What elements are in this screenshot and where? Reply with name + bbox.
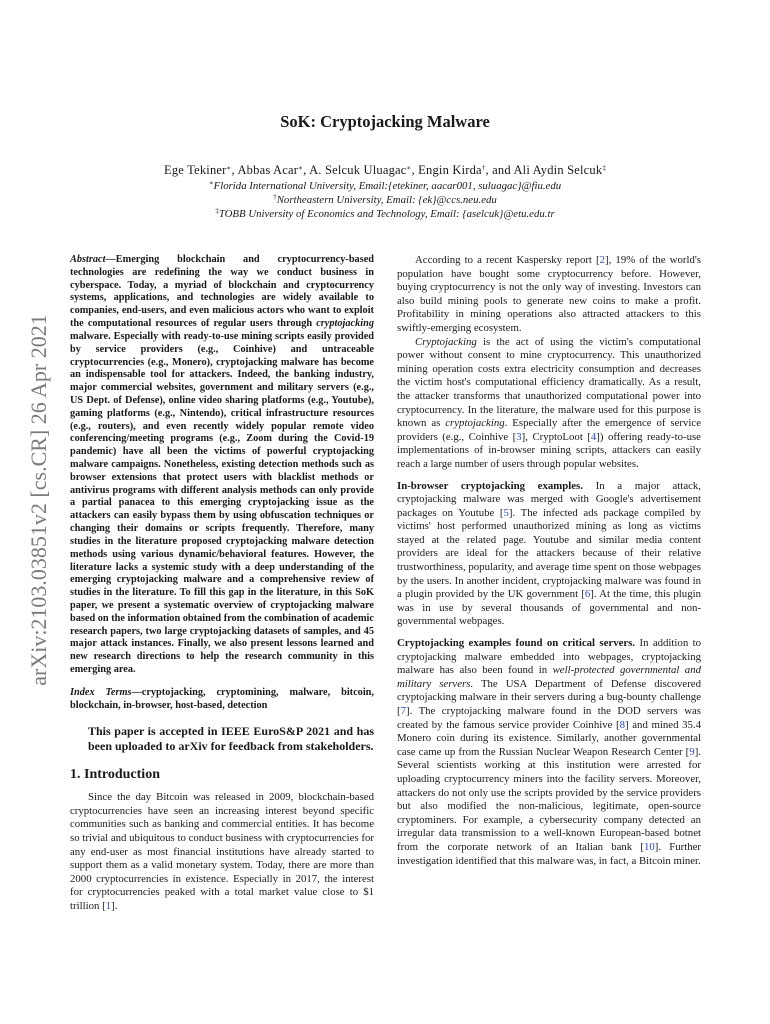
- affiliation-mark: †: [273, 193, 277, 201]
- affiliation: [0, 208, 770, 220]
- paper-title: SoK: Cryptojacking Malware: [280, 112, 490, 131]
- paragraph-text: ]. The cryptojacking malware found in the DOD servers was created by the famous service provider Coinhive [: [397, 705, 701, 731]
- paragraph-text: In a major attack, cryptojacking malware was merged with Google's advertisement packages on Youtube [: [397, 479, 701, 519]
- author-list: [0, 163, 770, 178]
- paragraph-text: . The USA Department of Defense discovered cryptojacking malware in their servers during a bug-bounty challenge [: [397, 677, 701, 717]
- emphasis: cryptojacking: [445, 417, 505, 430]
- author-name: A. Selcuk Uluagac: [309, 163, 407, 177]
- paragraph-text: ].: [111, 899, 118, 912]
- paragraph-heading: Cryptojacking examples found on critical servers.: [397, 637, 636, 650]
- arxiv-watermark: [22, 314, 56, 686]
- affiliation-mark: ∗: [298, 164, 304, 172]
- abstract: [70, 254, 374, 677]
- right-column: [397, 254, 701, 868]
- author-name: Engin Kirda: [418, 163, 482, 177]
- affiliation-mark: ∗: [226, 164, 232, 172]
- affiliation: [0, 194, 770, 206]
- citation-link[interactable]: 1: [105, 899, 112, 912]
- citation-link[interactable]: 10: [643, 840, 655, 853]
- affiliation-text: Northeastern University, Email: {ek}@ccs.neu.edu: [276, 194, 497, 206]
- paragraph-heading: In-browser cryptojacking examples.: [397, 479, 583, 492]
- paragraph-text: ]) offering ready-to-use implementations of in-browser mining scripts, attackers can easily reach a large number of users through popular websites.: [397, 430, 701, 470]
- citation-link[interactable]: 4: [590, 430, 597, 443]
- paragraph-text: ]. The infected ads package compiled by victims' host performed unauthorized mining as long as victims stayed at the related page. Youtube and similar media content providers are ideal for the attackers because of their relative trustworthiness, popularity, and average time spent on those webpages by the users. In another incident, cryptojacking malware was found in a plugin provided by the UK government [: [397, 506, 701, 601]
- emphasis: cryptojacking: [316, 318, 374, 330]
- paragraph-text: According to a recent Kaspersky report [: [415, 254, 600, 266]
- affiliation-mark: ∗: [208, 179, 214, 187]
- abstract-label: Abstract: [70, 254, 106, 265]
- separator: ,: [411, 163, 419, 177]
- emphasis: Cryptojacking: [415, 335, 477, 348]
- body-paragraph: [397, 254, 701, 336]
- affiliation-mark: ∗: [406, 164, 412, 172]
- affiliation-text: TOBB University of Economics and Technology, Email: {aselcuk}@etu.edu.tr: [218, 208, 555, 220]
- paragraph-text: ], CryptoLoot [: [521, 430, 591, 443]
- acceptance-note: This paper is accepted in IEEE EuroS&P 2021 and has been uploaded to arXiv for feedback from stakeholders.: [88, 724, 374, 753]
- separator: ,: [303, 163, 310, 177]
- body-paragraph: [397, 480, 701, 630]
- citation-link[interactable]: 3: [516, 430, 522, 443]
- index-terms-label: Index Terms: [70, 686, 132, 698]
- affiliation-mark: ‡: [602, 164, 607, 172]
- body-paragraph: [397, 637, 701, 868]
- author-name: Abbas Acar: [237, 163, 299, 177]
- paragraph-text: ]. Further investigation identified that this malware was, in fact, a Bitcoin miner.: [397, 840, 701, 867]
- emphasis: well-protected governmental and military servers: [397, 664, 702, 690]
- paragraph-text: Since the day Bitcoin was released in 2009, blockchain-based cryptocurrencies have seen an increasing interest beyond specific communities such as banking and commercial entities. It has become so trivial and ubiquitous to conduct business with cryptocurrencies for any end-user as most financial institutions have already started to support them as a valid monetary system. Today, there are more than 2000 cryptocurrencies in existence. Especially in 2017, the interest for cryptocurrencies peaked with a total market value close to $1 trillion [: [70, 791, 374, 912]
- abstract-text: malware. Especially with ready-to-use mining scripts easily provided by service providers (e.g., Coinhive) and untraceable cryptocurrencies (e.g., Monero), cryptojacking malware has become an indispensable tool for attackers. Indeed, the banking industry, major commercial websites, government and military servers (e.g., US Dept. of Defense), online video sharing platforms (e.g., Youtube), gaming platforms (e.g., Nintendo), critical infrastructure resources (e.g., routers), and even recently widely popular remote video conferencing/meeting programs (e.g., Zoom during the Covid-19 pandemic) have all been the victims of powerful cryptojacking malware campaigns. Nonetheless, existing detection methods such as browser extensions that protect users with blacklist methods or antivirus programs with different analysis methods can only provide a partial panacea to this emerging cryptojacking issue as the attackers can easily bypass them by using obfuscation techniques or changing their domains or scripts frequently. Therefore, many studies in the literature proposed cryptojacking malware detection methods using various dynamic/behavioral features. However, the literature lacks a systemic study with a deep understanding of the emerging cryptojacking malware and a comprehensive review of studies in the literature. To fill this gap in the literature, in this SoK paper, we present a systematic overview of cryptojacking malware based on the information obtained from the combination of academic research papers, two large cryptojacking datasets of samples, and 45 major attack instances. Finally, we also present lessons learned and new research directions to help the research community in this emerging area.: [70, 330, 374, 675]
- citation-link[interactable]: 6: [584, 588, 591, 601]
- paragraph-text: In addition to cryptojacking malware embedded into webpages, cryptojacking malware has also been found in: [397, 637, 701, 677]
- citation-link[interactable]: 8: [619, 718, 626, 731]
- index-terms-text: —cryptojacking, cryptomining, malware, bitcoin, blockchain, in-browser, host-based, detection: [70, 686, 374, 711]
- author-name: Ali Aydin Selcuk: [513, 163, 603, 177]
- paragraph-text: ], 19% of the world's population have bought some cryptocurrency before. However, buying cryptocurrency is not the only way of investing. Investors can also build mining pools to generate new coins to make a profit. Profitability in mining operations also attracted attackers to this swiftly-emerging ecosystem.: [397, 254, 701, 334]
- paragraph-text: . Especially after the emergence of service providers (e.g., Coinhive [: [397, 417, 701, 443]
- citation-link[interactable]: 5: [503, 506, 509, 519]
- index-terms: [70, 687, 374, 713]
- body-paragraph: [397, 336, 701, 472]
- citation-link[interactable]: 2: [599, 254, 606, 266]
- left-column: [70, 254, 374, 914]
- paragraph-text: ] and mined 35.4 Monero coin during its existence. Similarly, another governmental case came up from the Russian Nuclear Weapon Research Center [: [397, 718, 701, 758]
- paragraph-text: ]. Several scientists working at this institution were arrested for uploading cryptocurrency miners into the facility servers. Moreover, attackers do not only use the scripts provided by the service providers but also modified the non-malicious, legitimate, open-source cryptominers. For example, a cybersecurity company detected an irregular data transmission to a well-known European-based botnet from the corporate network of an Italian bank [: [397, 745, 701, 853]
- section-heading: 1. Introduction: [70, 766, 160, 782]
- separator: ,: [231, 163, 238, 177]
- separator: , and: [485, 163, 514, 177]
- citation-link[interactable]: 9: [689, 745, 695, 758]
- citation-link[interactable]: 7: [400, 705, 407, 717]
- author-name: Ege Tekiner: [163, 163, 227, 177]
- paragraph-text: ]. At the time, this plugin was in use by several thousands of governmental and non-governmental webpages.: [397, 588, 701, 628]
- affiliation-text: Florida International University, Email:{etekiner, aacar001, suluagac}@fiu.edu: [213, 180, 562, 192]
- affiliation-mark: †: [481, 164, 486, 172]
- affiliation-mark: ‡: [215, 207, 219, 215]
- affiliation: [0, 180, 770, 192]
- abstract-text: —Emerging blockchain and cryptocurrency-based technologies are redefining the way we conduct business in cyberspace. Today, a myriad of blockchain and cryptocurrency systems, applications, and technologies are widely available to companies, end-users, and even malicious actors who want to exploit the computational resources of regular users through: [70, 254, 374, 330]
- arxiv-id: arXiv:2103.03851v2 [cs.CR] 26 Apr 2021: [26, 314, 51, 686]
- paragraph-text: is the act of using the victim's computational power without consent to mine cryptocurrency. This unauthorized mining operation costs extra electricity consumption and decreases the victim host's computational efficiency dramatically. As a result, the attacker transforms that unauthorized computational power into cryptocurrency. In the literature, the malware used for this purpose is known as: [397, 335, 701, 430]
- intro-paragraph: [70, 791, 374, 913]
